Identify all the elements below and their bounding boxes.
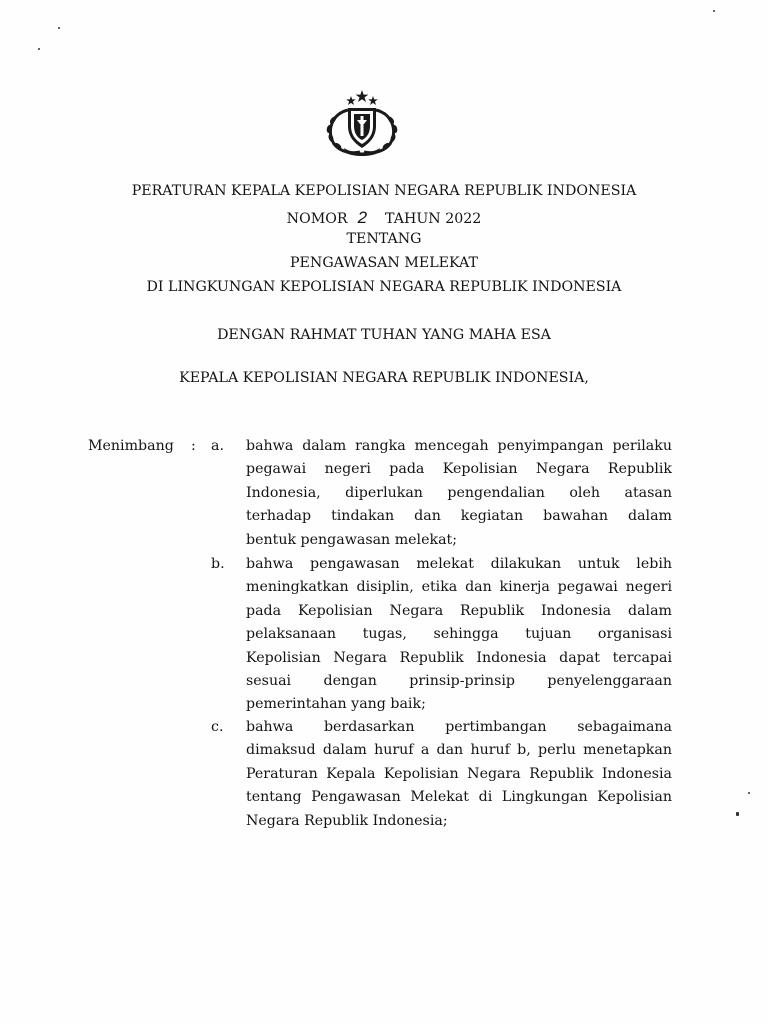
nomor-label: NOMOR: [286, 211, 348, 227]
text-line: pegawai negeri pada Kepolisian Negara Republik: [246, 461, 672, 478]
item-b-text: [246, 553, 672, 717]
text-line: sesuai dengan prinsip-prinsip penyelenggaraan: [246, 672, 672, 689]
scan-speck: [748, 792, 750, 794]
item-a-letter: a.: [211, 438, 224, 454]
menimbang-colon: :: [191, 438, 196, 454]
regulation-title: PERATURAN KEPALA KEPOLISIAN NEGARA REPUBLIK INDONESIA: [131, 183, 637, 199]
item-c-letter: c.: [211, 719, 224, 735]
text-line: dimaksud dalam huruf a dan huruf b, perlu menetapkan: [246, 742, 672, 759]
police-emblem-icon: [318, 86, 406, 158]
tahun-label: TAHUN 2022: [385, 211, 482, 227]
text-line: bentuk pengawasan melekat;: [246, 531, 458, 548]
text-line: meningkatkan disiplin, etika dan kinerja pegawai negeri: [246, 579, 672, 596]
text-line: bahwa berdasarkan pertimbangan sebagaimana: [246, 719, 672, 735]
text-line: Negara Republik Indonesia;: [246, 812, 448, 829]
tentang-label: TENTANG: [346, 231, 422, 247]
scan-speck: [38, 48, 40, 50]
kepala-line: KEPALA KEPOLISIAN NEGARA REPUBLIK INDONESIA,: [179, 370, 589, 386]
text-line: pelaksanaan tugas, sehingga tujuan organisasi: [246, 626, 672, 643]
nomor-value: 2: [357, 208, 368, 227]
scan-speck: [713, 10, 715, 12]
menimbang-label: Menimbang: [88, 438, 174, 454]
text-line: tentang Pengawasan Melekat di Lingkungan Kepolisian: [246, 789, 672, 806]
item-b-letter: b.: [211, 556, 225, 572]
scan-speck: [736, 812, 739, 816]
text-line: Peraturan Kepala Kepolisian Negara Republik Indonesia: [246, 765, 672, 782]
rahmat-line: DENGAN RAHMAT TUHAN YANG MAHA ESA: [217, 327, 551, 343]
text-line: terhadap tindakan dan kegiatan bawahan dalam: [246, 508, 672, 525]
text-line: bahwa pengawasan melekat dilakukan untuk lebih: [246, 556, 672, 572]
item-c-text: [246, 716, 672, 833]
text-line: Indonesia, diperlukan pengendalian oleh atasan: [246, 484, 672, 501]
text-line: pada Kepolisian Negara Republik Indonesia dalam: [246, 602, 672, 619]
scan-speck: [58, 27, 60, 29]
text-line: bahwa dalam rangka mencegah penyimpangan perilaku: [246, 438, 672, 454]
subject-line-2: DI LINGKUNGAN KEPOLISIAN NEGARA REPUBLIK INDONESIA: [146, 279, 622, 295]
text-line: Kepolisian Negara Republik Indonesia dapat tercapai: [246, 649, 672, 666]
subject-line-1: PENGAWASAN MELEKAT: [290, 255, 478, 271]
item-a-text: [246, 435, 672, 552]
regulation-number-line: [0, 208, 768, 228]
text-line: pemerintahan yang baik;: [246, 696, 426, 713]
